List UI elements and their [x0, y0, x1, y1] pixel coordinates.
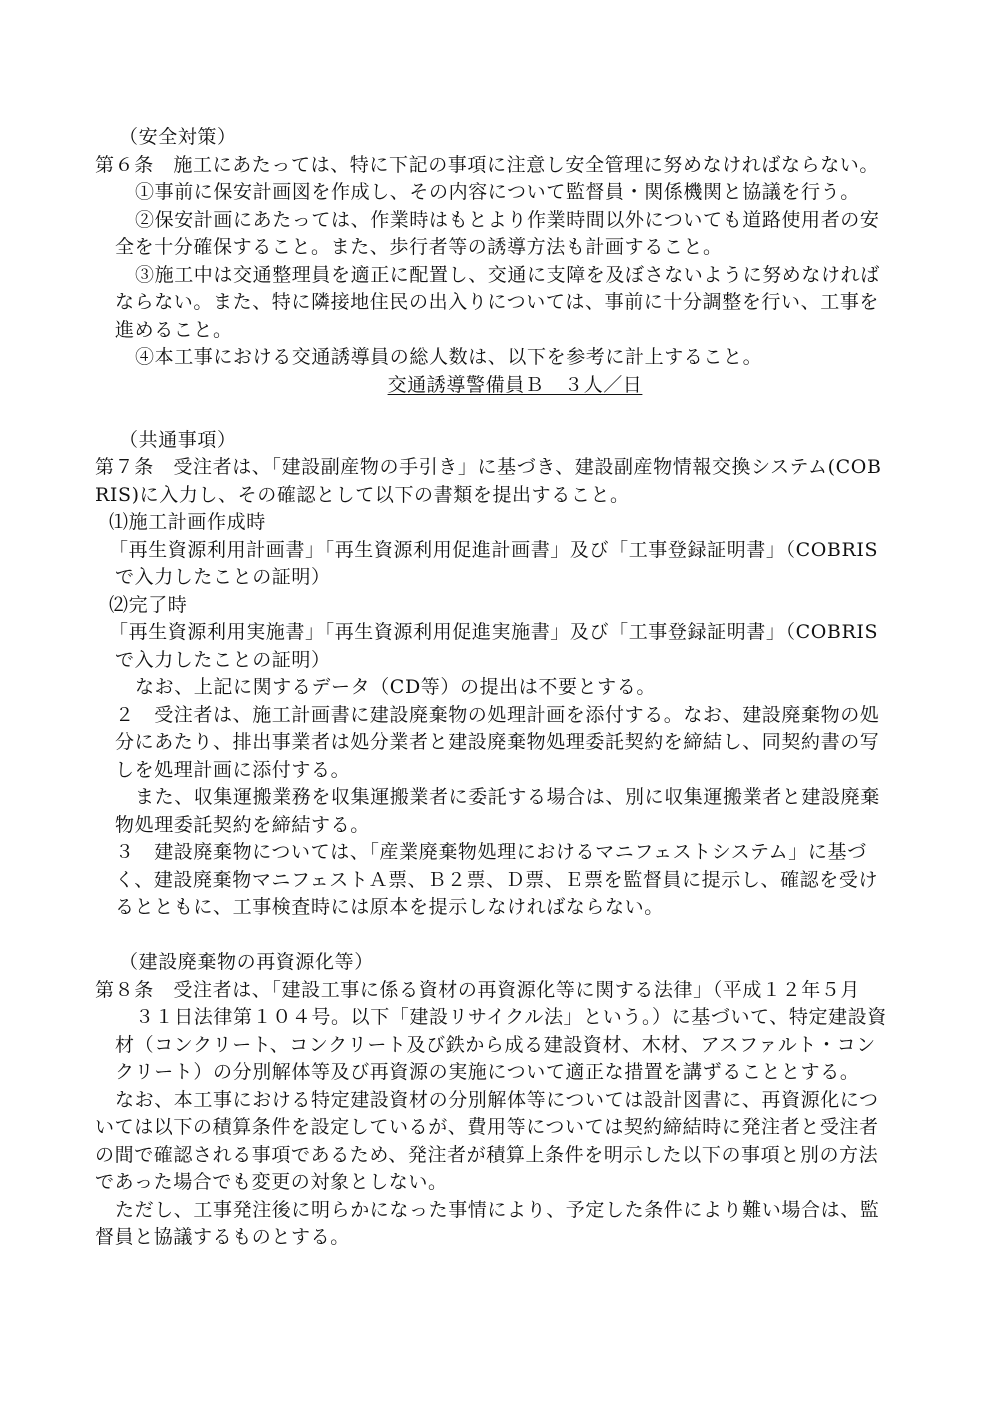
article-7-note: なお、上記に関するデータ（CD等）の提出は不要とする。 [135, 676, 656, 698]
article-8-line: 第８条 受注者は、「建設工事に係る資材の再資源化等に関する法律」（平成１２年５月 [95, 978, 861, 1001]
guard-staff-line [95, 372, 915, 400]
document-page [95, 124, 915, 1252]
article-7-sub-1-docs: 「再生資源利用計画書」「再生資源利用促進計画書」及び「工事登録証明書」（COBRIS [109, 538, 879, 561]
article-7-para-2: ２ 受注者は、施工計画書に建設廃棄物の処理計画を添付する。なお、建設廃棄物の処 [115, 703, 880, 726]
article-7-para-2-note-cont: 物処理委託契約を締結する。 [115, 813, 370, 836]
section-heading-common: （共通事項） [119, 428, 237, 451]
article-7-sub-2: ⑵完了時 [109, 593, 188, 616]
article-7-sub-2-docs-cont: で入力したことの証明） [115, 648, 331, 671]
article-8-para-2-cont: の間で確認される事項であるため、発注者が積算上条件を明示した以下の事項と別の方法 [95, 1143, 879, 1166]
article-7-line: RIS)に入力し、その確認として以下の書類を提出すること。 [95, 483, 630, 506]
article-8-para-2-cont: いては以下の積算条件を設定しているが、費用等については契約締結時に発注者と受注者 [95, 1116, 879, 1138]
article-6-item-1: ①事前に保安計画図を作成し、その内容について監督員・関係機関と協議を行う。 [135, 181, 860, 203]
article-7-sub-1-docs-cont: で入力したことの証明） [115, 566, 331, 588]
article-7-sub-2-docs: 「再生資源利用実施書」「再生資源利用促進実施書」及び「工事登録証明書」（COBRIS [109, 621, 879, 643]
article-8-para-2: なお、本工事における特定建設資材の分別解体等については設計図書に、再資源化につ [115, 1088, 879, 1111]
section-gap [95, 399, 915, 427]
article-8-para-2-cont: であった場合でも変更の対象としない。 [95, 1171, 448, 1193]
article-6-item-4: ④本工事における交通誘導員の総人数は、以下を参考に計上すること。 [135, 346, 763, 368]
article-6-item-2: ②保安計画にあたっては、作業時はもとより作業時間以外についても道路使用者の安 [135, 208, 880, 231]
article-8-para-3: ただし、工事発注後に明らかになった事情により、予定した条件により難い場合は、監 [115, 1198, 880, 1221]
article-7-para-3-cont: るとともに、工事検査時には原本を提示しなければならない。 [115, 896, 664, 918]
article-7-line: 第７条 受注者は、「建設副産物の手引き」に基づき、建設副産物情報交換システム(COB [95, 456, 882, 478]
section-heading-recycling: （建設廃棄物の再資源化等） [119, 951, 374, 973]
article-8-line-cont: ３１日法律第１０４号。以下「建設リサイクル法」という。）に基づいて、特定建設資 [135, 1006, 887, 1028]
article-7-para-3: ３ 建設廃棄物については、「産業廃棄物処理におけるマニフェストシステム」に基づ [115, 841, 867, 863]
article-7-sub-1: ⑴施工計画作成時 [109, 511, 266, 533]
article-8-para-3-cont: 督員と協議するものとする。 [95, 1226, 350, 1248]
section-heading-safety: （安全対策） [119, 126, 237, 148]
article-7-para-2-cont: 分にあたり、排出事業者は処分業者と建設廃棄物処理委託契約を締結し、同契約書の写 [115, 731, 880, 753]
article-7-para-2-cont: しを処理計画に添付する。 [115, 758, 351, 781]
article-8-line-cont: クリート）の分別解体等及び再資源の実施について適正な措置を講ずることとする。 [115, 1061, 860, 1083]
guard-staff-text: 交通誘導警備員Ｂ ３人／日 [387, 373, 643, 396]
article-6-item-2-cont: 全を十分確保すること。また、歩行者等の誘導方法も計画すること。 [115, 236, 723, 258]
article-8-line-cont: 材（コンクリート、コンクリート及び鉄から成る建設資材、木材、アスファルト・コン [115, 1033, 876, 1056]
article-6-item-3: ③施工中は交通整理員を適正に配置し、交通に支障を及ぼさないように努めなければ [135, 263, 880, 286]
article-6-item-3-cont: 進めること。 [115, 318, 233, 341]
article-7-para-3-cont: く、建設廃棄物マニフェストＡ票、Ｂ２票、Ｄ票、Ｅ票を監督員に提示し、確認を受け [115, 868, 879, 891]
article-7-para-2-note: また、収集運搬業務を収集運搬業者に委託する場合は、別に収集運搬業者と建設廃棄 [135, 786, 880, 808]
section-gap [95, 922, 915, 950]
article-6-item-3-cont: ならない。また、特に隣接地住民の出入りについては、事前に十分調整を行い、工事を [115, 291, 880, 313]
article-6-line: 第６条 施工にあたっては、特に下記の事項に注意し安全管理に努めなければならない。 [95, 153, 880, 176]
